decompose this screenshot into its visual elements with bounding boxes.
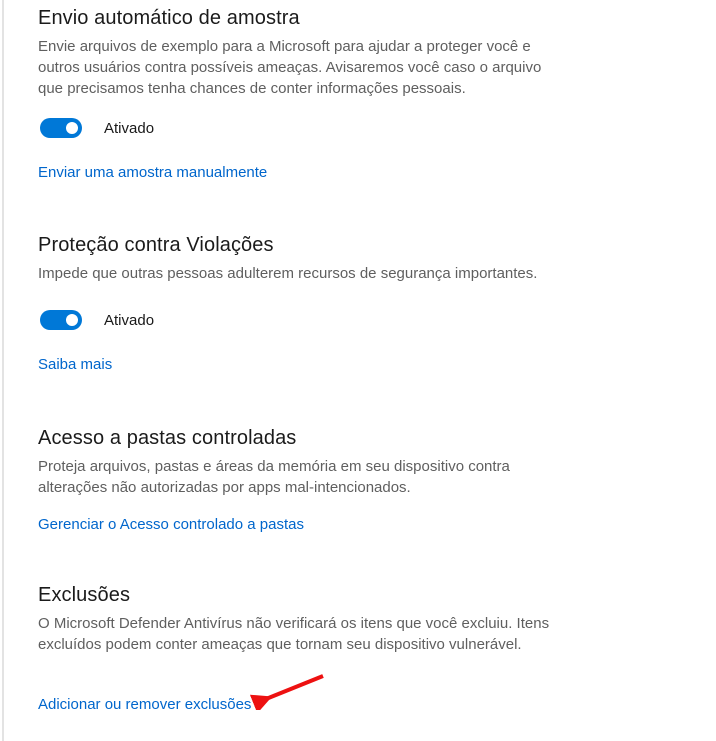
toggle-automatic-sample-submission[interactable] (40, 118, 82, 138)
toggle-knob (66, 314, 78, 326)
section-description-controlled-folder-access: Proteja arquivos, pastas e áreas da memória em seu dispositivo contra alterações não autorizadas por apps mal-intencionados. (38, 458, 510, 496)
red-annotation-arrow (246, 668, 332, 710)
section-description-tamper-protection: Impede que outras pessoas adulterem recursos de segurança importantes. (38, 265, 538, 282)
toggle-tamper-protection[interactable] (40, 310, 82, 330)
section-title-exclusions: Exclusões (38, 584, 131, 606)
toggle-state-label: Ativado (104, 311, 155, 329)
toggle-knob (66, 122, 78, 134)
toggle-row-tamper-protection (40, 310, 154, 330)
link-add-or-remove-exclusions[interactable]: Adicionar ou remover exclusões (38, 696, 252, 713)
section-title-controlled-folder-access: Acesso a pastas controladas (38, 427, 297, 449)
toggle-row-automatic-sample-submission (40, 118, 154, 138)
section-title-tamper-protection: Proteção contra Violações (38, 234, 274, 256)
section-title-automatic-sample-submission: Envio automático de amostra (38, 7, 300, 29)
section-description-exclusions: O Microsoft Defender Antivírus não verificará os itens que você excluiu. Itens excluídos podem conter ameaças que tornam seu dispositivo vulnerável. (38, 615, 550, 653)
section-description-automatic-sample-submission: Envie arquivos de exemplo para a Microsoft para ajudar a proteger você e outros usuários contra possíveis ameaças. Avisaremos você caso o arquivo que precisamos tenha chances de conter informações pessoais. (38, 38, 542, 97)
link-learn-more[interactable]: Saiba mais (38, 356, 113, 373)
link-submit-sample-manually[interactable]: Enviar uma amostra manualmente (38, 164, 268, 181)
link-manage-controlled-folder-access[interactable]: Gerenciar o Acesso controlado a pastas (38, 516, 304, 533)
left-edge-rule (2, 0, 4, 741)
toggle-state-label: Ativado (104, 119, 155, 137)
